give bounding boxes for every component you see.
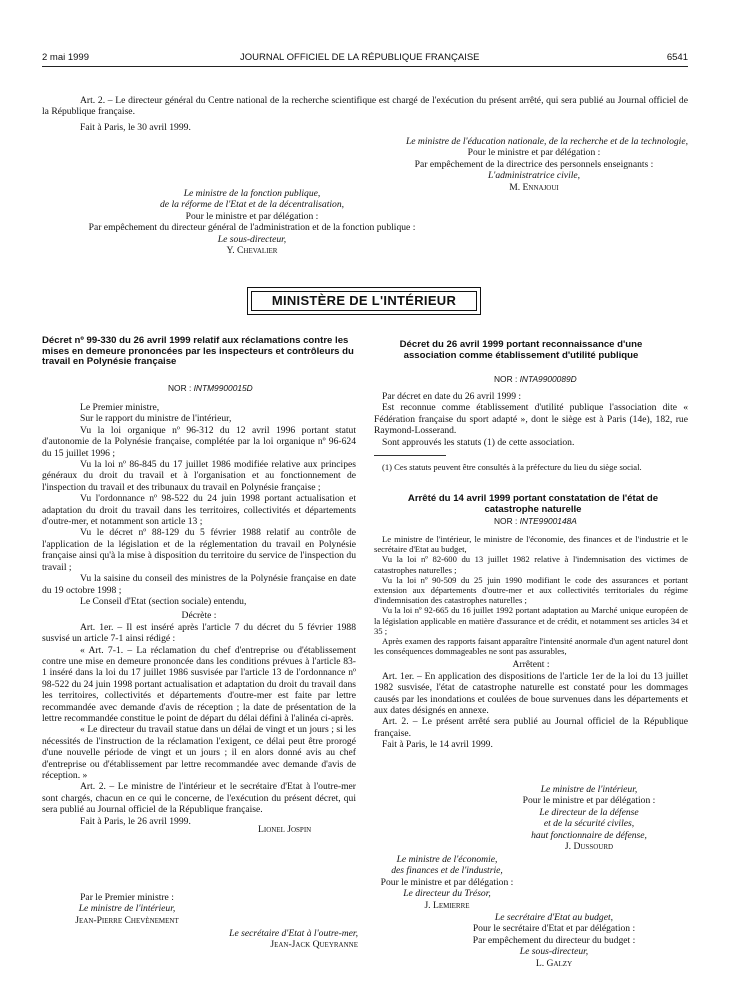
signer-name: J. Lemierre — [424, 899, 470, 911]
arrete-paragraph: Le ministre de l'intérieur, le ministre de l'économie, des finances et de l'industrie et le secrétaire d'Etat au budget, — [374, 534, 688, 555]
signature-line: Pour le ministre et par délégation : — [522, 795, 656, 807]
right-decree-body — [374, 391, 688, 448]
top-article-2: Art. 2. – Le directeur général du Centre national de la recherche scientifique est chargé de l'exécution du présent arrêté, qui sera publié au Journal officiel de la République française. — [42, 95, 688, 118]
right-decree-nor — [494, 374, 577, 384]
visa-paragraph: Vu la loi organique nº 96-312 du 12 avril 1996 portant statut d'autonomie de la Polynésie française, complétée par la loi organique nº 96-624 du 15 juillet 1996 ; — [42, 424, 356, 459]
arrete-article-1: Art. 1er. – En application des dispositions de l'article 1er de la loi du 13 juillet 1982 susvisée, l'état de catastrophe naturelle est constaté pour les dommages causés par les inondations et coulées de boue survenues dans les départements et aux dates désignés en annexe. — [374, 670, 688, 717]
nor-label: NOR : — [168, 383, 192, 393]
visa-paragraph: Vu la saisine du conseil des ministres de la Polynésie française en date du 19 octobre 1998 ; — [42, 573, 356, 596]
signer-name: Jean-Jack Queyranne — [270, 939, 358, 951]
signature-line: Le ministre de l'intérieur, — [78, 903, 176, 915]
signature-line: des finances et de l'industrie, — [391, 865, 503, 877]
signer-name: L. Galzy — [535, 957, 573, 969]
top-fait-a-paris: Fait à Paris, le 30 avril 1999. — [80, 122, 191, 133]
left-article-7-1-second: « Le directeur du travail statue dans un délai de vingt et un jours ; si les nécessités de l'instruction de la réclamation l'exigent, ce délai peut être prorogé d'une nouvelle période de vingt et un jours ; il en alors donné avis au chef d'entreprise ou d'établissement par lettre recommandée avec demande d'avis de réception. » — [42, 724, 356, 781]
nor-value: INTA9900089D — [519, 374, 577, 384]
signer-pm: Lionel Jospin — [258, 823, 312, 835]
header-page-number: 6541 — [666, 52, 688, 63]
arrete-article-2: Art. 2. – Le présent arrêté sera publié au Journal officiel de la République française. — [374, 716, 688, 739]
left-fait-a-paris: Fait à Paris, le 26 avril 1999. — [80, 815, 191, 827]
nor-value: INTM9900015D — [193, 383, 253, 393]
signature-line: Le secrétaire d'Etat à l'outre-mer, — [229, 928, 358, 939]
arretent-label: Arrêtent : — [512, 659, 550, 671]
top-signature-left — [42, 188, 462, 256]
signature-line: Pour le ministre et par délégation : — [380, 876, 514, 888]
left-article-7-1: « Art. 7-1. – La réclamation du chef d'entreprise ou d'établissement contre une mise en demeure prononcée dans les conditions prévues à l'article 83-1 inséré dans la loi du 17 juillet 1986 susvisée par l'article 13 de l'ordonnance nº 98-522 du 24 juin 1998 portant actualisation et adaptation du droit du travail dans les territoires, collectivités et départements d'outre-mer est faite par lettre recommandée avec demande d'avis de réception ; la date de présentation de la lettre recommandée constitue le point de départ du délai défini à l'alinéa ci-après. — [42, 644, 356, 724]
arrete-body — [374, 534, 688, 751]
left-signature-pm — [42, 892, 212, 926]
arrete-signature-interieur — [490, 784, 688, 852]
decrete-label: Décrète : — [181, 610, 217, 622]
signature-line: de la réforme de l'Etat et de la décentralisation, — [159, 199, 345, 211]
signer-name: M. Ennajoui — [509, 181, 559, 193]
header-rule — [42, 66, 688, 67]
visa-paragraph: Vu le décret nº 88-129 du 5 février 1988 relatif au contrôle de l'application de la législation et de la réglementation du travail en Polynésie française ainsi qu'à la mise à disposition du territoire du service de l'inspection du travail ; — [42, 527, 356, 573]
signature-line: haut fonctionnaire de défense, — [531, 829, 647, 841]
header-date: 2 mai 1999 — [42, 52, 90, 63]
signer-name: Jean-Pierre Chevènement — [75, 914, 179, 926]
footnote: (1) Ces statuts peuvent être consultés à la préfecture du lieu du siège social. — [382, 462, 642, 472]
left-visas — [42, 402, 356, 835]
signature-line: Le directeur de la défense — [539, 806, 639, 818]
signature-line: Le ministre de l'économie, — [396, 854, 498, 865]
signature-line: Pour le ministre et par délégation : — [467, 147, 601, 159]
arrete-paragraph: Vu la loi nº 92-665 du 16 juillet 1992 portant adaptation au Marché unique européen de la législation applicable en matière d'assurance et de crédit, et notamment ses articles 34 et 35 ; — [374, 605, 688, 636]
ministry-heading-box — [247, 287, 481, 315]
decree-paragraph: Sont approuvés les statuts (1) de cette association. — [382, 436, 575, 448]
top-signature-right — [300, 136, 688, 193]
nor-label: NOR : — [494, 516, 518, 526]
ministry-heading: MINISTÈRE DE L'INTÉRIEUR — [251, 291, 477, 311]
visa-paragraph: Le Conseil d'Etat (section sociale) entendu, — [80, 595, 247, 607]
signature-line: Pour le ministre et par délégation : — [185, 210, 319, 222]
signature-line: Le sous-directeur, — [217, 233, 287, 245]
signer-name: Y. Chevalier — [226, 245, 278, 257]
visa-paragraph: Le Premier ministre, — [80, 402, 160, 413]
footnote-separator — [374, 455, 446, 456]
arrete-nor — [494, 516, 577, 526]
arrete-fait-a-paris: Fait à Paris, le 14 avril 1999. — [382, 739, 493, 751]
signature-line: Par le Premier ministre : — [80, 892, 174, 903]
signature-line: Pour le secrétaire d'Etat et par délégation : — [472, 923, 636, 935]
signature-line: Par empêchement de la directrice des personnels enseignants : — [414, 158, 654, 170]
signature-line: et de la sécurité civiles, — [543, 818, 635, 830]
signature-line: Le ministre de la fonction publique, — [183, 188, 321, 199]
arrete-paragraph: Vu la loi nº 82-600 du 13 juillet 1982 relative à l'indemnisation des victimes de catastrophes naturelles ; — [374, 554, 688, 575]
arrete-paragraph: Après examen des rapports faisant apparaître l'intensité anormale d'un agent naturel dont les conséquences dommageables ne sont pas assurables, — [374, 636, 688, 657]
right-decree-title: Décret du 26 avril 1999 portant reconnaissance d'une association comme établissement d'utilité publique — [399, 339, 643, 361]
signature-line: Le directeur du Trésor, — [403, 888, 491, 900]
signature-line: Le ministre de l'éducation nationale, de la recherche et de la technologie, — [405, 136, 688, 147]
nor-label: NOR : — [494, 374, 518, 384]
left-decree-title: Décret nº 99-330 du 26 avril 1999 relatif aux réclamations contre les mises en demeure prononcées par les inspecteurs et contrôleurs du travail en Polynésie française — [42, 335, 354, 368]
arrete-paragraph: Vu la loi nº 90-509 du 25 juin 1990 modifiant le code des assurances et portant extension aux départements d'outre-mer et aux collectivités territoriales du régime d'indemnisation des catastrophes naturelles ; — [374, 574, 688, 606]
arrete-title: Arrêté du 14 avril 1999 portant constatation de l'état de catastrophe naturelle — [407, 493, 659, 515]
header-journal-title: JOURNAL OFFICIEL DE LA RÉPUBLIQUE FRANÇAISE — [240, 52, 480, 63]
signature-line: Le sous-directeur, — [519, 946, 589, 958]
signature-line: Le secrétaire d'Etat au budget, — [494, 912, 614, 923]
visa-paragraph: Sur le rapport du ministre de l'intérieur, — [80, 413, 232, 425]
signature-line: Le ministre de l'intérieur, — [540, 784, 638, 795]
signature-line: L'administratrice civile, — [487, 170, 581, 182]
arrete-signature-economie — [372, 854, 522, 911]
decree-paragraph: Par décret en date du 26 avril 1999 : — [382, 391, 522, 402]
signature-line: Par empêchement du directeur du budget : — [472, 934, 636, 946]
left-nor — [168, 383, 253, 393]
arrete-signature-budget — [450, 912, 658, 969]
decree-paragraph: Est reconnue comme établissement d'utilité publique l'association dite « Fédération française du sport adapté », dont le siège est à Paris (14e), 182, rue Raymond-Losserand. — [374, 402, 688, 437]
left-signature-se — [186, 928, 358, 951]
nor-value: INTE9900148A — [519, 516, 577, 526]
left-article-2: Art. 2. – Le ministre de l'intérieur et le secrétaire d'Etat à l'outre-mer sont chargés, chacun en ce qui le concerne, de l'exécution du présent décret, qui sera publié au Journal officiel de la République française. — [42, 781, 356, 816]
signer-name: J. Dussourd — [564, 841, 614, 853]
visa-paragraph: Vu l'ordonnance nº 98-522 du 24 juin 1998 portant actualisation et adaptation du droit du travail dans les territoires, collectivités et départements d'outre-mer, et notamment son article 13 ; — [42, 493, 356, 528]
signature-line: Par empêchement du directeur général de l'administration et de la fonction publique : — [88, 222, 416, 234]
visa-paragraph: Vu la loi nº 86-845 du 17 juillet 1986 modifiée relative aux principes généraux du droit du travail et à l'organisation et au fonctionnement de l'inspection du travail et des tribunaux du travail en Polynésie française ; — [42, 459, 356, 493]
left-article-1: Art. 1er. – Il est inséré après l'article 7 du décret du 5 février 1988 susvisé un article 7-1 ainsi rédigé : — [42, 621, 356, 645]
